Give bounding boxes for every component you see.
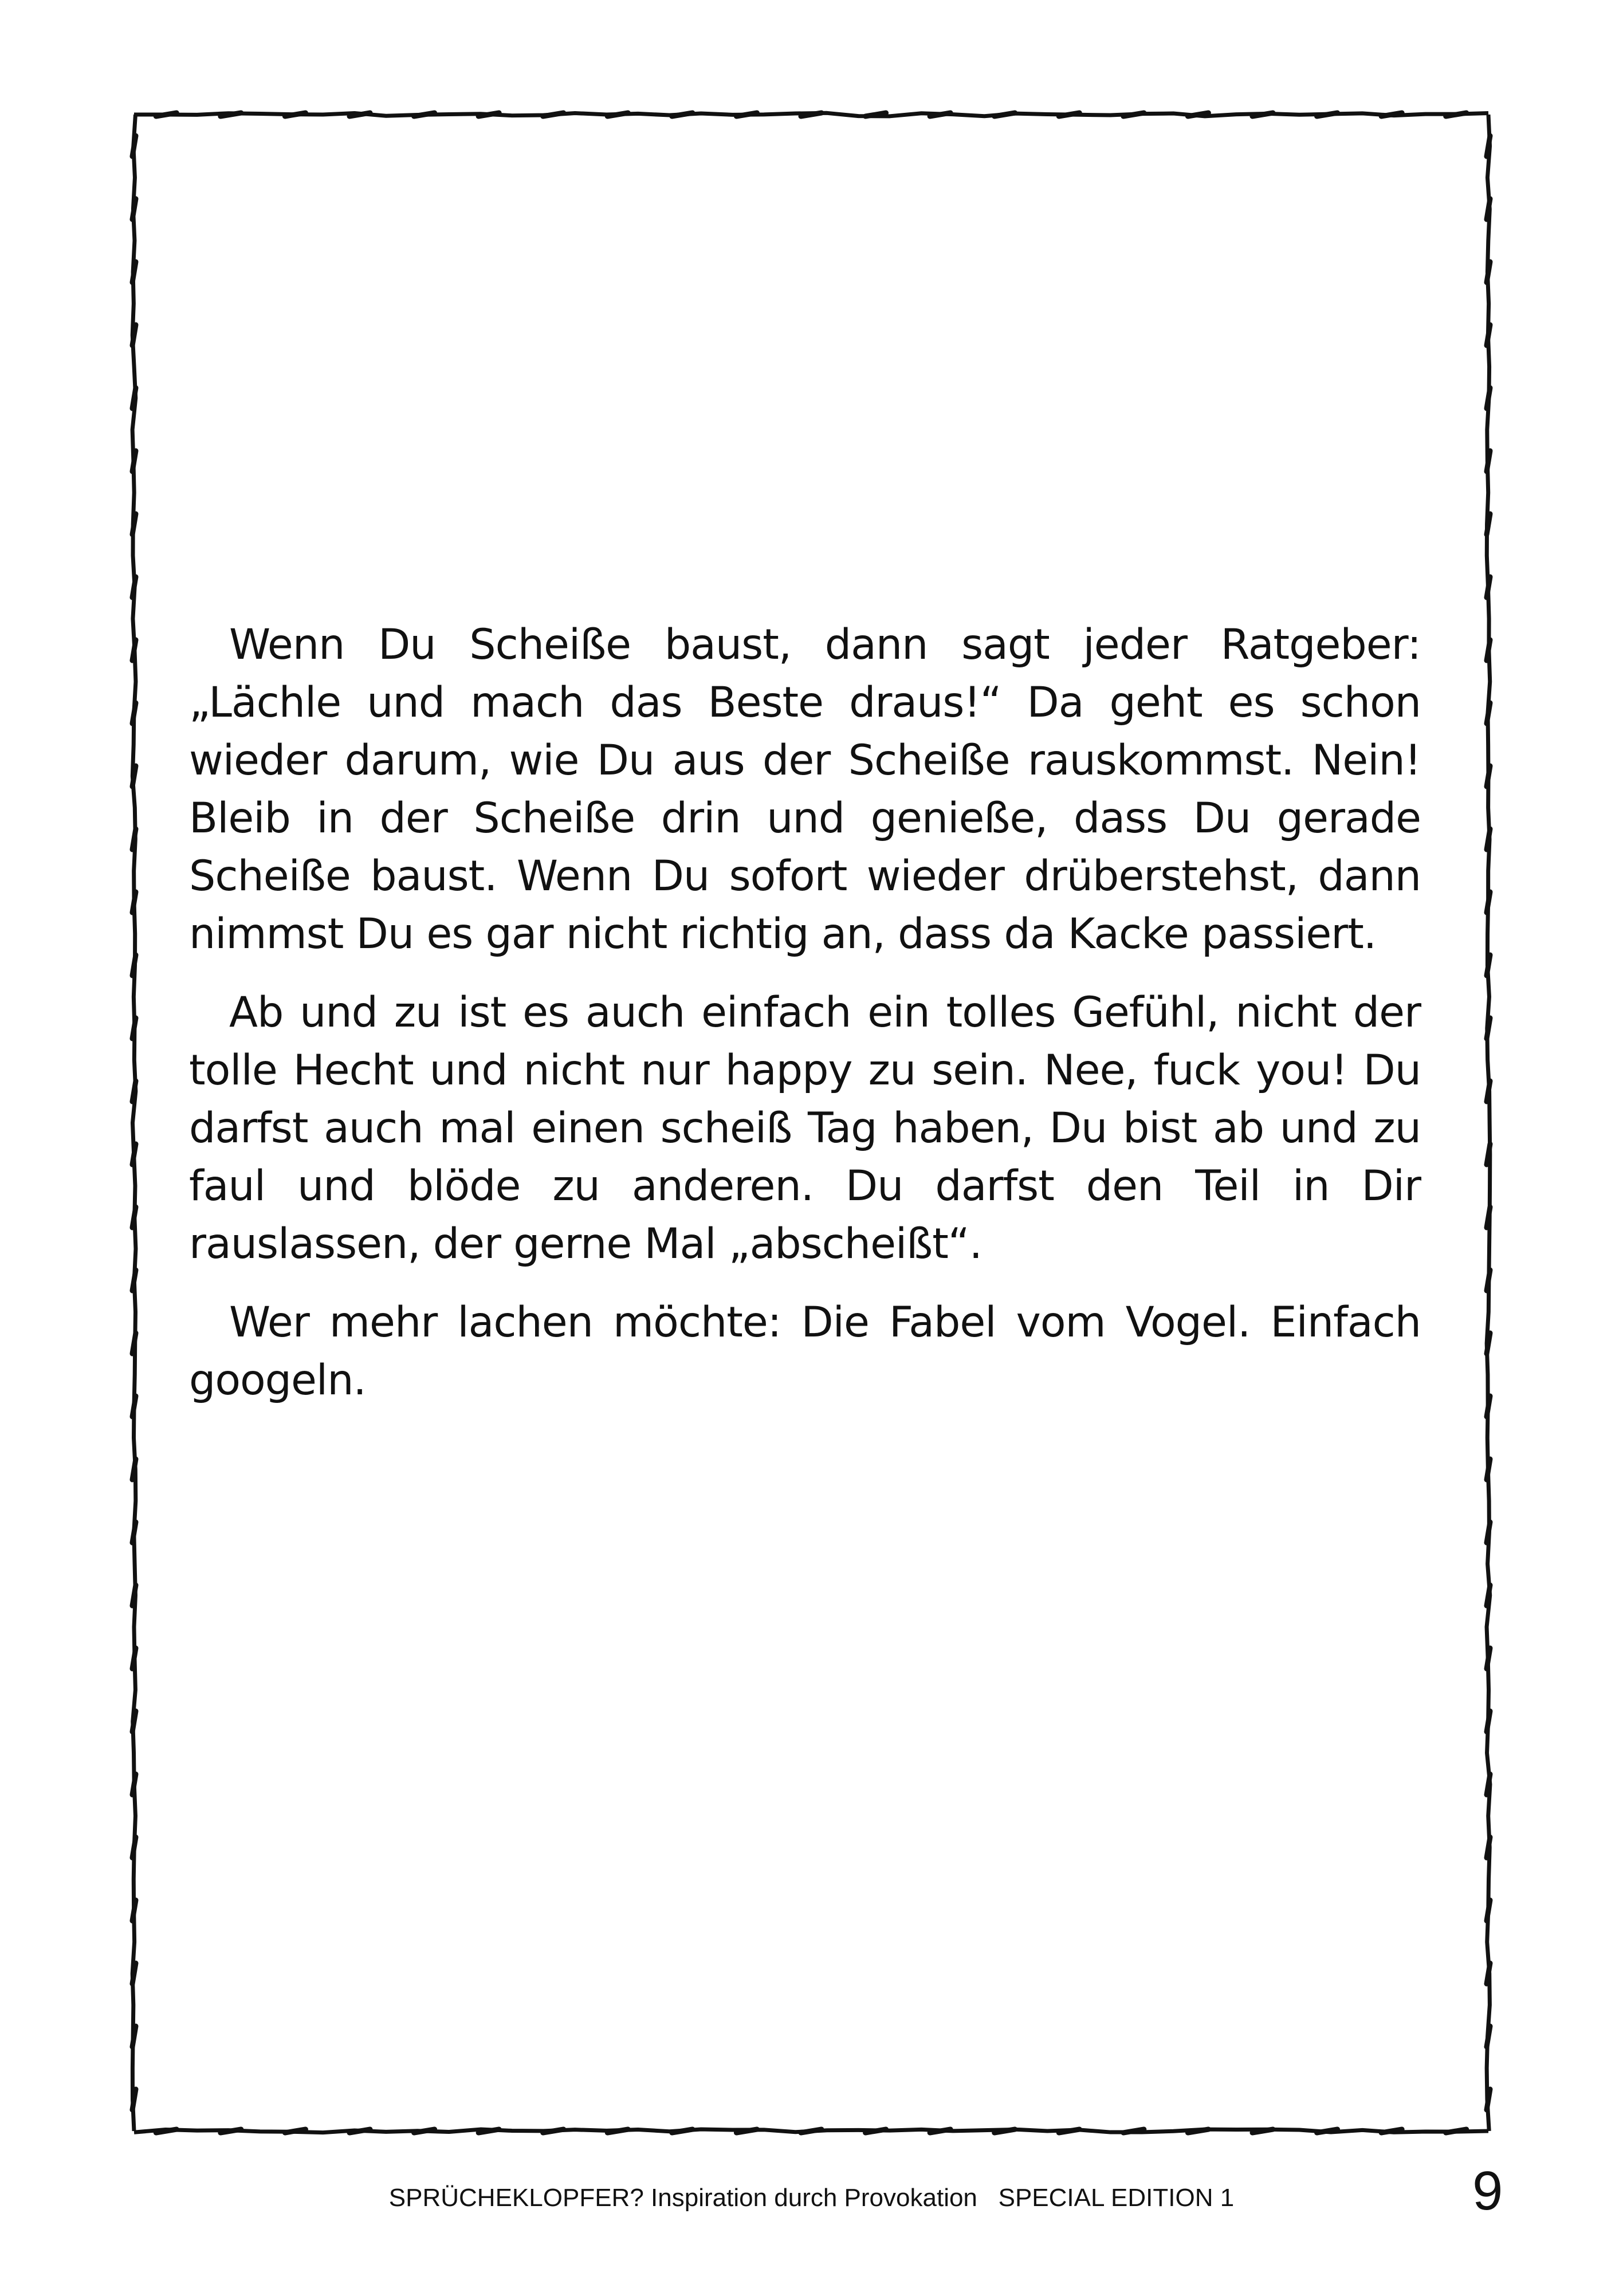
border-tick [132,2089,136,2110]
border-tick [478,113,499,116]
border-tick [1317,2129,1338,2133]
border-tick [1487,199,1490,219]
border-tick [1123,113,1144,116]
border-tick [1446,113,1467,116]
border-tick [866,2129,886,2133]
border-tick [285,2129,305,2133]
border-tick [132,388,136,408]
border-tick [1487,703,1490,724]
border-tick [1487,136,1490,156]
border-tick [1487,892,1490,913]
border-tick [736,2129,757,2133]
border-tick [1487,829,1490,850]
border-tick [1317,113,1338,116]
border-tick [132,892,136,913]
border-tick [1487,1585,1490,1606]
border-tick [285,113,305,116]
border-tick [132,1018,136,1039]
border-tick [1381,2129,1402,2133]
border-tick [1487,1963,1490,1984]
border-tick [221,2129,241,2133]
paragraph-1: Wenn Du Scheiße baust, dann sagt jeder Ratgeber: „Lächle und mach das Beste draus!“ Da geht es schon wieder darum, wie Du aus der Scheiße rauskommst. Nein! Bleib in der Scheiße drin und genieße, dass Du gerade Scheiße baust. Wenn Du sofort wieder drüberstehst, dann nimmst Du es gar nicht richtig an, dass da Kacke passiert. [189,620,1421,958]
footer-subtitle: Inspiration durch Provokation [651,2184,977,2212]
border-tick [478,2129,499,2133]
border-tick [132,766,136,787]
border-tick [1487,955,1490,976]
border-tick [1487,1459,1490,1480]
border-tick [672,113,693,116]
border-tick [1188,113,1208,116]
border-tick [543,2129,564,2133]
border-tick [995,113,1015,116]
border-tick [1487,1270,1490,1291]
border-tick [132,1900,136,1921]
page-number: 9 [1472,2160,1503,2222]
border-tick [801,113,822,116]
border-tick [132,1711,136,1732]
border-tick [132,1774,136,1795]
border-stroke [132,115,136,2131]
border-tick [1487,1900,1490,1921]
border-tick [132,1585,136,1606]
border-tick [132,577,136,597]
border-tick [156,2129,176,2133]
border-tick [132,136,136,156]
border-tick [1487,1018,1490,1039]
border-tick [1487,1774,1490,1795]
border-tick [1487,1396,1490,1417]
border-tick [1446,2129,1467,2133]
border-tick [414,113,435,116]
border-tick [1487,1837,1490,1858]
border-tick [1487,325,1490,345]
border-tick [132,829,136,850]
border-tick [1059,113,1079,116]
border-tick [132,1648,136,1669]
border-stroke [1487,115,1490,2131]
border-tick [132,1270,136,1291]
border-tick [132,1396,136,1417]
border-tick [221,113,241,116]
border-tick [132,325,136,345]
border-tick [1487,2089,1490,2110]
border-tick [349,2129,370,2133]
border-tick [1487,1333,1490,1354]
border-tick [349,113,370,116]
border-tick [1487,514,1490,534]
border-tick [1487,1144,1490,1165]
border-tick [132,1333,136,1354]
border-tick [930,113,950,116]
border-tick [132,1081,136,1102]
border-tick [1188,2129,1208,2133]
border-tick [1487,1207,1490,1228]
border-tick [132,703,136,724]
border-tick [156,113,176,116]
footer-edition: SPECIAL EDITION 1 [998,2184,1235,2212]
border-tick [1487,1711,1490,1732]
border-tick [672,2129,693,2133]
border-tick [1487,2026,1490,2047]
border-tick [1252,113,1273,116]
border-tick [1487,766,1490,787]
border-tick [414,2129,435,2133]
body-text [189,616,1421,1430]
border-tick [1381,113,1402,116]
border-tick [1487,640,1490,661]
border-tick [1487,577,1490,597]
border-tick [1487,451,1490,471]
border-tick [1252,2129,1273,2133]
border-tick [1059,2129,1079,2133]
border-tick [132,1459,136,1480]
border-tick [132,1522,136,1543]
border-tick [543,113,564,116]
border-tick [801,2129,822,2133]
border-tick [132,2026,136,2047]
border-tick [132,640,136,661]
border-tick [132,1837,136,1858]
border-tick [736,113,757,116]
border-tick [132,514,136,534]
border-tick [132,1963,136,1984]
border-tick [995,2129,1015,2133]
border-tick [866,113,886,116]
border-tick [132,1207,136,1228]
footer-book-title: SPRÜCHEKLOPFER? [388,2184,644,2212]
running-footer [0,2184,1623,2212]
border-tick [132,955,136,976]
border-tick [132,199,136,219]
border-tick [1487,1081,1490,1102]
border-tick [1487,388,1490,408]
border-tick [1487,1522,1490,1543]
border-tick [607,113,628,116]
border-tick [607,2129,628,2133]
paragraph-3: Wer mehr lachen möchte: Die Fabel vom Vogel. Einfach googeln. [189,1298,1421,1405]
border-tick [1487,262,1490,282]
paragraph-2: Ab und zu ist es auch einfach ein tolles Gefühl, nicht der tolle Hecht und nicht nur happy zu sein. Nee, fuck you! Du darfst auch mal einen scheiß Tag haben, Du bist ab und zu faul und blöde zu anderen. Du darfst den Teil in Dir rauslassen, der gerne Mal „abscheißt“. [189,988,1421,1268]
border-tick [132,451,136,471]
border-tick [132,1144,136,1165]
border-tick [132,262,136,282]
border-tick [930,2129,950,2133]
border-tick [1123,2129,1144,2133]
border-tick [1487,1648,1490,1669]
